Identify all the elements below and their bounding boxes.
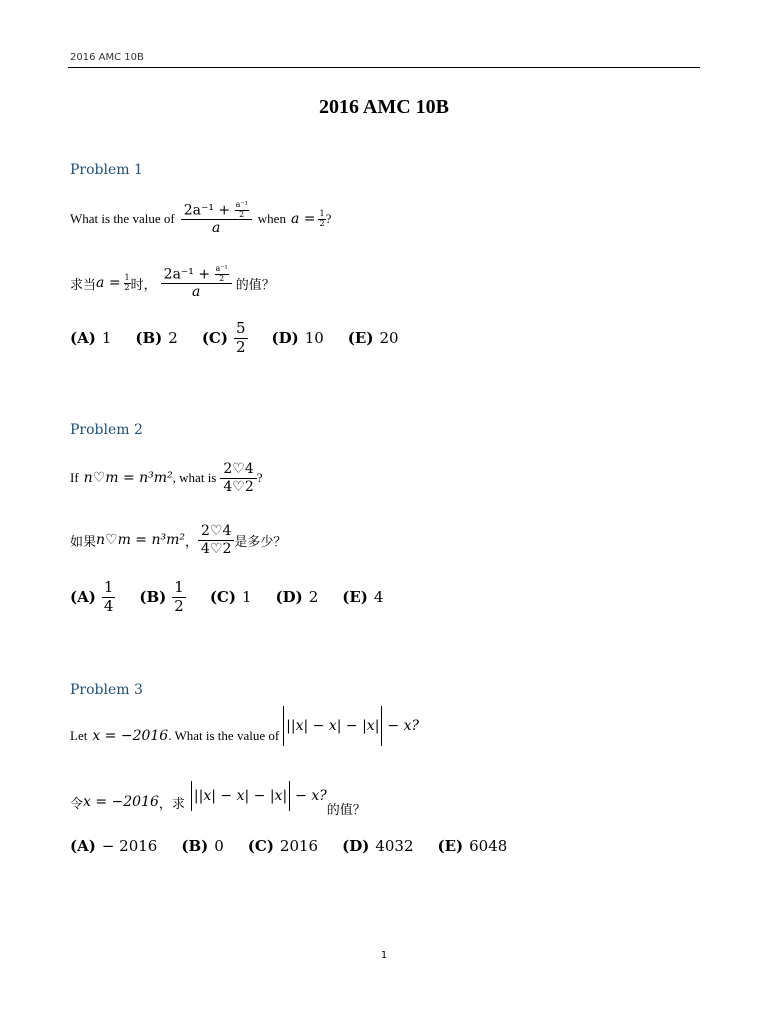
page-title: 2016 AMC 10B: [319, 96, 449, 118]
problem-3-en-mid: . What is the value of: [168, 728, 280, 743]
problem-2-chinese: [70, 516, 286, 564]
problem-1-zh-mid: 时，: [130, 276, 157, 292]
choice-label: (B): [139, 588, 167, 606]
fraction-denominator: a: [212, 220, 221, 237]
problem-1-zh-prefix: 求当: [70, 276, 97, 292]
problem-3-choices: [70, 834, 531, 858]
choice-value: 20: [379, 329, 399, 347]
problem-1-heading: Problem 1: [70, 162, 143, 178]
choice-frac-den: 2: [235, 337, 246, 356]
choice-a: [70, 579, 115, 615]
problem-3-chinese: [70, 778, 366, 826]
problem-3-en-assignment: x = −2016: [92, 728, 169, 744]
choice-label: (E): [437, 837, 464, 855]
cond-den: 2: [319, 218, 325, 228]
choice-frac-num: 1: [103, 578, 114, 597]
choice-label: (C): [209, 588, 236, 606]
problem-3-zh-prefix: 令: [70, 795, 84, 811]
problem-1-choices: [70, 318, 423, 358]
choice-fraction: [234, 320, 248, 356]
choice-value: 10: [304, 329, 324, 347]
choice-value: 4032: [375, 837, 414, 855]
choice-frac-den: 4: [103, 596, 114, 615]
problem-1-english: [70, 194, 331, 244]
problem-2-english: [70, 454, 263, 502]
fraction-numerator: 2♡4: [198, 523, 234, 541]
problem-2-en-definition: n♡m = n³m²: [83, 470, 173, 486]
choice-frac-num: 5: [235, 319, 246, 338]
small-fraction-den: 2: [239, 209, 245, 219]
cond-num: 1: [319, 208, 325, 218]
choice-value: 0: [214, 837, 224, 855]
problem-2-zh-prefix: 如果: [70, 533, 97, 549]
choice-frac-den: 2: [174, 596, 184, 615]
fraction-numerator: 2a⁻¹ +: [183, 202, 231, 219]
choice-value: 2: [308, 588, 319, 606]
choice-label: (C): [201, 329, 228, 347]
choice-label: (D): [342, 837, 370, 855]
problem-2-heading: Problem 2: [70, 422, 143, 438]
choice-label: (E): [347, 329, 374, 347]
abs-bar-left: [283, 706, 284, 746]
choice-label: (A): [70, 837, 96, 855]
page-number: 1: [380, 950, 388, 961]
problem-1-zh-suffix: 的值？: [235, 276, 275, 292]
problem-1-en-prefix: What is the value of: [70, 211, 175, 226]
choice-value: 6048: [469, 837, 508, 855]
small-fraction-num: a⁻¹: [235, 199, 248, 209]
problem-2-en-end: ?: [256, 470, 263, 485]
problem-3-english: [70, 712, 419, 760]
problem-1-zh-cond-var: a =: [96, 275, 121, 291]
fraction-numerator: 2a⁻¹ +: [163, 266, 211, 283]
choice-b: [135, 329, 177, 347]
problem-2-zh-suffix: 是多少？: [234, 533, 287, 549]
choice-label: (A): [70, 329, 96, 347]
expression-tail: − x?: [295, 788, 327, 804]
choice-label: (D): [275, 588, 303, 606]
expression-inner: ||x| − x| − |x|: [286, 718, 380, 734]
problem-2-zh-comma: ，: [185, 533, 199, 549]
problem-1-en-cond-frac: [318, 210, 325, 229]
problem-2-en-fraction: [220, 461, 256, 496]
choice-d: [342, 837, 413, 855]
problem-3-heading: Problem 3: [70, 682, 143, 698]
cond-num: 1: [124, 272, 130, 282]
fraction-denominator: 4♡2: [201, 540, 232, 557]
problem-1-zh-cond-frac: [124, 274, 131, 293]
choice-e: [438, 837, 508, 855]
choice-a: [70, 329, 111, 347]
header-rule: [68, 67, 700, 68]
problem-3-zh-suffix: 的值？: [326, 801, 366, 817]
choice-value: 1: [101, 329, 112, 347]
problem-1-chinese: [70, 258, 275, 308]
choice-c: [202, 320, 248, 356]
expression-inner: ||x| − x| − |x|: [193, 788, 288, 804]
problem-2-choices: [70, 576, 407, 618]
choice-fraction: [172, 579, 186, 615]
choice-label: (C): [247, 837, 274, 855]
fraction-denominator: a: [192, 284, 201, 301]
abs-bar-right: [289, 781, 290, 811]
problem-2-en-mid: , what is: [172, 470, 217, 485]
problem-3-zh-assignment: x = −2016: [83, 794, 159, 810]
small-fraction: [215, 265, 229, 284]
choice-e: [348, 329, 399, 347]
problem-3-en-let: Let: [70, 728, 88, 743]
problem-1-en-when: when: [257, 211, 286, 226]
small-fraction-num: a⁻¹: [215, 263, 228, 273]
choice-label: (A): [70, 588, 96, 606]
expression-tail: − x?: [387, 718, 420, 734]
problem-2-zh-definition: n♡m = n³m²: [96, 532, 186, 548]
choice-frac-num: 1: [174, 578, 184, 597]
small-fraction-den: 2: [219, 273, 225, 283]
choice-b: [139, 579, 185, 615]
choice-d: [276, 588, 319, 606]
problem-1-zh-fraction: [161, 265, 232, 301]
choice-c: [210, 588, 252, 606]
choice-e: [342, 588, 383, 606]
abs-bar-left: [191, 781, 192, 811]
problem-1-en-fraction: [181, 201, 252, 237]
choice-label: (E): [342, 588, 368, 606]
choice-value: − 2016: [101, 837, 158, 855]
choice-fraction: [102, 579, 116, 615]
problem-1-en-cond-var: a =: [290, 211, 316, 227]
problem-2-zh-fraction: [198, 523, 234, 558]
choice-value: 2: [168, 329, 178, 347]
choice-d: [272, 329, 324, 347]
running-header: 2016 AMC 10B: [70, 52, 144, 63]
cond-den: 2: [124, 282, 130, 292]
problem-3-zh-mid: ，求: [158, 795, 185, 811]
choice-b: [181, 837, 223, 855]
problem-1-en-end: ?: [325, 211, 332, 226]
problem-3-en-expression: [281, 706, 419, 746]
fraction-numerator: 2♡4: [220, 461, 256, 479]
choice-a: [70, 837, 157, 855]
small-fraction: [235, 201, 249, 220]
choice-label: (D): [271, 329, 299, 347]
abs-bar-right: [381, 706, 382, 746]
choice-c: [248, 837, 318, 855]
choice-value: 4: [373, 588, 384, 606]
choice-value: 2016: [279, 837, 319, 855]
choice-value: 1: [241, 588, 252, 606]
fraction-denominator: 4♡2: [223, 478, 254, 495]
problem-2-en-if: If: [70, 470, 79, 485]
choice-label: (B): [181, 837, 209, 855]
problem-3-zh-expression: [189, 781, 327, 811]
choice-label: (B): [135, 329, 163, 347]
